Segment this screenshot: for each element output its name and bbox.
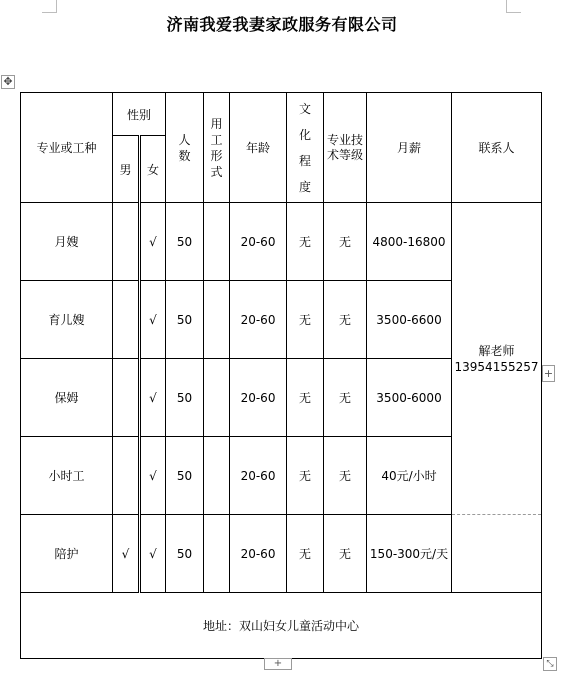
- cell-count: 50: [166, 437, 204, 515]
- header-contact: 联系人: [452, 93, 542, 203]
- cell-count: 50: [166, 203, 204, 281]
- cell-salary: 3500-6000: [367, 359, 452, 437]
- header-employment: 用工形式: [204, 93, 230, 203]
- cell-employment: [204, 281, 230, 359]
- cell-male: √: [113, 515, 140, 593]
- cell-male: [113, 359, 140, 437]
- table-row: [21, 515, 542, 593]
- cell-employment: [204, 515, 230, 593]
- header-male: 男: [113, 136, 140, 203]
- cell-skill: 无: [324, 359, 367, 437]
- header-salary: 月薪: [367, 93, 452, 203]
- footer-address: 地址：双山妇女儿童活动中心: [21, 593, 542, 659]
- contact-cell: [452, 203, 542, 515]
- cell-salary: 4800-16800: [367, 203, 452, 281]
- cell-count: 50: [166, 515, 204, 593]
- cell-education: 无: [287, 203, 324, 281]
- cell-education: 无: [287, 359, 324, 437]
- document-title: 济南我爱我妻家政服务有限公司: [166, 15, 398, 34]
- cell-male: [113, 281, 140, 359]
- cell-count: 50: [166, 359, 204, 437]
- cell-skill: 无: [324, 281, 367, 359]
- recruitment-table: [20, 92, 542, 659]
- cell-female: √: [140, 515, 166, 593]
- cell-age: 20-60: [230, 359, 287, 437]
- cell-age: 20-60: [230, 281, 287, 359]
- plus-icon[interactable]: +: [264, 658, 292, 670]
- header-specialty: 专业或工种: [21, 93, 113, 203]
- cell-salary: 150-300元/天: [367, 515, 452, 593]
- plus-icon[interactable]: +: [543, 367, 554, 380]
- resize-icon[interactable]: ⤡: [543, 657, 557, 671]
- cell-specialty: 陪护: [21, 515, 113, 593]
- cell-skill: 无: [324, 437, 367, 515]
- cell-employment: [204, 437, 230, 515]
- cell-age: 20-60: [230, 515, 287, 593]
- cell-education: 无: [287, 515, 324, 593]
- cell-specialty: 育儿嫂: [21, 281, 113, 359]
- cell-specialty: 月嫂: [21, 203, 113, 281]
- cell-age: 20-60: [230, 203, 287, 281]
- cell-male: [113, 437, 140, 515]
- cell-count: 50: [166, 281, 204, 359]
- cell-specialty: 小时工: [21, 437, 113, 515]
- contact-name: 解老师: [478, 343, 515, 358]
- cell-skill: 无: [324, 203, 367, 281]
- header-education: 文化程度: [287, 93, 324, 203]
- header-skill: 专业技术等级: [324, 93, 367, 203]
- cell-salary: 40元/小时: [367, 437, 452, 515]
- contact-cell-empty: [452, 515, 542, 593]
- cell-education: 无: [287, 437, 324, 515]
- cell-female: √: [140, 359, 166, 437]
- header-age: 年龄: [230, 93, 287, 203]
- cell-specialty: 保姆: [21, 359, 113, 437]
- cell-male: [113, 203, 140, 281]
- cell-skill: 无: [324, 515, 367, 593]
- cell-female: √: [140, 281, 166, 359]
- header-gender: 性别: [113, 93, 166, 136]
- cell-female: √: [140, 437, 166, 515]
- cell-female: √: [140, 203, 166, 281]
- cell-employment: [204, 203, 230, 281]
- cell-employment: [204, 359, 230, 437]
- cell-age: 20-60: [230, 437, 287, 515]
- header-count: 人数: [166, 93, 204, 203]
- cell-salary: 3500-6600: [367, 281, 452, 359]
- contact-phone: 13954155257: [454, 359, 539, 374]
- table-row: [21, 203, 542, 281]
- header-female: 女: [140, 136, 166, 203]
- cell-education: 无: [287, 281, 324, 359]
- move-icon[interactable]: ✥: [1, 75, 15, 89]
